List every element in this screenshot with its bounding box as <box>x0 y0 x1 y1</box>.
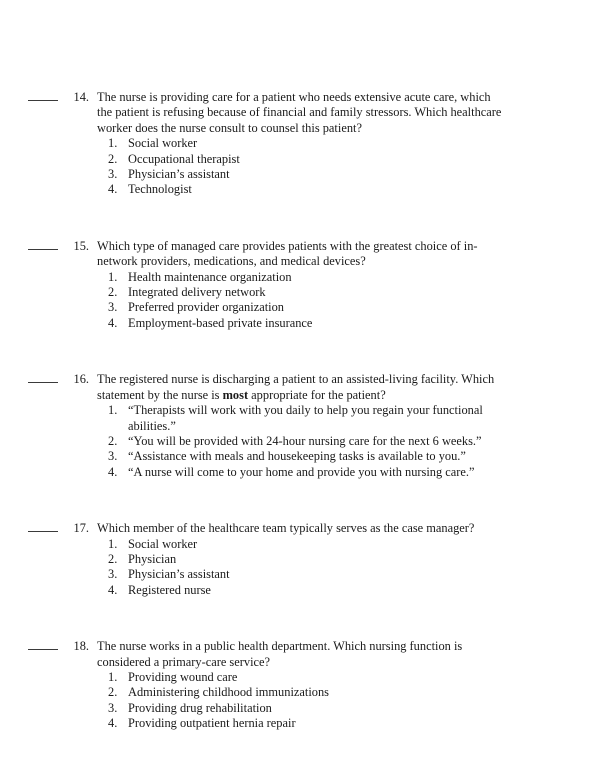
question-item <box>28 90 505 198</box>
answer-blank-line[interactable] <box>28 100 58 101</box>
option-number: 4. <box>108 315 118 330</box>
option-item[interactable] <box>97 465 505 480</box>
option-item[interactable] <box>97 403 505 434</box>
option-number: 4. <box>108 182 118 197</box>
question-stem-text: Which member of the healthcare team typically serves as the case manager? <box>97 521 475 536</box>
option-item[interactable] <box>97 152 505 167</box>
question-body <box>97 521 505 598</box>
option-text: “You will be provided with 24-hour nursing care for the next 6 weeks.” <box>128 433 482 448</box>
option-text: Physician’s assistant <box>128 167 230 182</box>
question-item <box>28 521 505 598</box>
option-number: 3. <box>108 567 118 582</box>
answer-blank-line[interactable] <box>28 531 58 532</box>
question-body <box>97 90 505 198</box>
option-list <box>97 670 505 732</box>
option-item[interactable] <box>97 716 505 731</box>
option-item[interactable] <box>97 300 505 315</box>
option-number: 1. <box>108 136 118 151</box>
question-number: 15. <box>73 238 89 253</box>
option-number: 2. <box>108 285 118 300</box>
option-item[interactable] <box>97 434 505 449</box>
question-stem-text: The nurse works in a public health department. Which nursing function is considered a primary-care service? <box>97 639 463 669</box>
answer-blank-line[interactable] <box>28 649 58 650</box>
option-text: Providing wound care <box>128 669 238 684</box>
option-text: Integrated delivery network <box>128 285 266 300</box>
option-item[interactable] <box>97 316 505 331</box>
question-body <box>97 372 505 480</box>
option-text: Physician’s assistant <box>128 567 230 582</box>
option-text: Occupational therapist <box>128 151 240 166</box>
question-number: 16. <box>73 372 89 387</box>
option-item[interactable] <box>97 670 505 685</box>
option-text: Registered nurse <box>128 582 211 597</box>
option-text: “A nurse will come to your home and provide you with nursing care.” <box>128 464 475 479</box>
option-text: Preferred provider organization <box>128 300 284 315</box>
question-stem <box>97 521 505 536</box>
option-list <box>97 537 505 599</box>
option-number: 1. <box>108 536 118 551</box>
option-number: 3. <box>108 167 118 182</box>
question-list <box>28 90 505 732</box>
question-stem <box>97 90 505 136</box>
option-number: 1. <box>108 269 118 284</box>
option-item[interactable] <box>97 552 505 567</box>
question-item <box>28 639 505 731</box>
option-text: Social worker <box>128 136 198 151</box>
question-number: 14. <box>73 90 89 104</box>
option-number: 2. <box>108 151 118 166</box>
option-text: Employment-based private insurance <box>128 315 313 330</box>
option-item[interactable] <box>97 685 505 700</box>
option-item[interactable] <box>97 167 505 182</box>
option-number: 1. <box>108 669 118 684</box>
question-stem-text: The registered nurse is discharging a patient to an assisted-living facility. Which statement by the nurse is <box>97 372 495 402</box>
option-item[interactable] <box>97 285 505 300</box>
option-text: Health maintenance organization <box>128 269 292 284</box>
question-stem <box>97 639 505 670</box>
question-body <box>97 239 505 331</box>
option-text: Administering childhood immunizations <box>128 685 329 700</box>
option-text: “Assistance with meals and housekeeping tasks is available to you.” <box>128 449 466 464</box>
answer-blank-line[interactable] <box>28 382 58 383</box>
question-number: 17. <box>73 521 89 536</box>
option-number: 4. <box>108 464 118 479</box>
option-text: “Therapists will work with you daily to help you regain your functional abilities.” <box>128 403 483 433</box>
option-text: Social worker <box>128 536 198 551</box>
question-item <box>28 239 505 331</box>
option-item[interactable] <box>97 270 505 285</box>
question-stem <box>97 372 505 403</box>
question-stem <box>97 239 505 270</box>
option-number: 3. <box>108 700 118 715</box>
option-text: Physician <box>128 551 177 566</box>
option-item[interactable] <box>97 537 505 552</box>
option-number: 2. <box>108 433 118 448</box>
question-stem-emphasis: most <box>222 387 249 402</box>
question-stem-text: Which type of managed care provides patients with the greatest choice of in-network providers, medications, and medical devices? <box>97 238 478 269</box>
option-number: 1. <box>108 403 118 418</box>
option-number: 3. <box>108 449 118 464</box>
option-item[interactable] <box>97 136 505 151</box>
option-number: 4. <box>108 582 118 597</box>
option-text: Technologist <box>128 182 192 197</box>
option-item[interactable] <box>97 449 505 464</box>
option-list <box>97 136 505 198</box>
option-list <box>97 403 505 480</box>
option-number: 2. <box>108 551 118 566</box>
question-number: 18. <box>73 639 89 654</box>
answer-blank-line[interactable] <box>28 249 58 250</box>
question-item <box>28 372 505 480</box>
question-body <box>97 639 505 731</box>
option-item[interactable] <box>97 182 505 197</box>
option-item[interactable] <box>97 701 505 716</box>
option-item[interactable] <box>97 583 505 598</box>
question-stem-text: The nurse is providing care for a patient who needs extensive acute care, which the patient is refusing because of financial and family stressors. Which healthcare worker does the nurse consult to counsel this patient? <box>97 90 502 135</box>
option-item[interactable] <box>97 567 505 582</box>
option-number: 2. <box>108 685 118 700</box>
option-number: 4. <box>108 716 118 731</box>
option-number: 3. <box>108 300 118 315</box>
option-text: Providing drug rehabilitation <box>128 700 272 715</box>
question-stem-text-tail: appropriate for the patient? <box>248 387 386 402</box>
option-text: Providing outpatient hernia repair <box>128 716 296 731</box>
option-list <box>97 270 505 332</box>
